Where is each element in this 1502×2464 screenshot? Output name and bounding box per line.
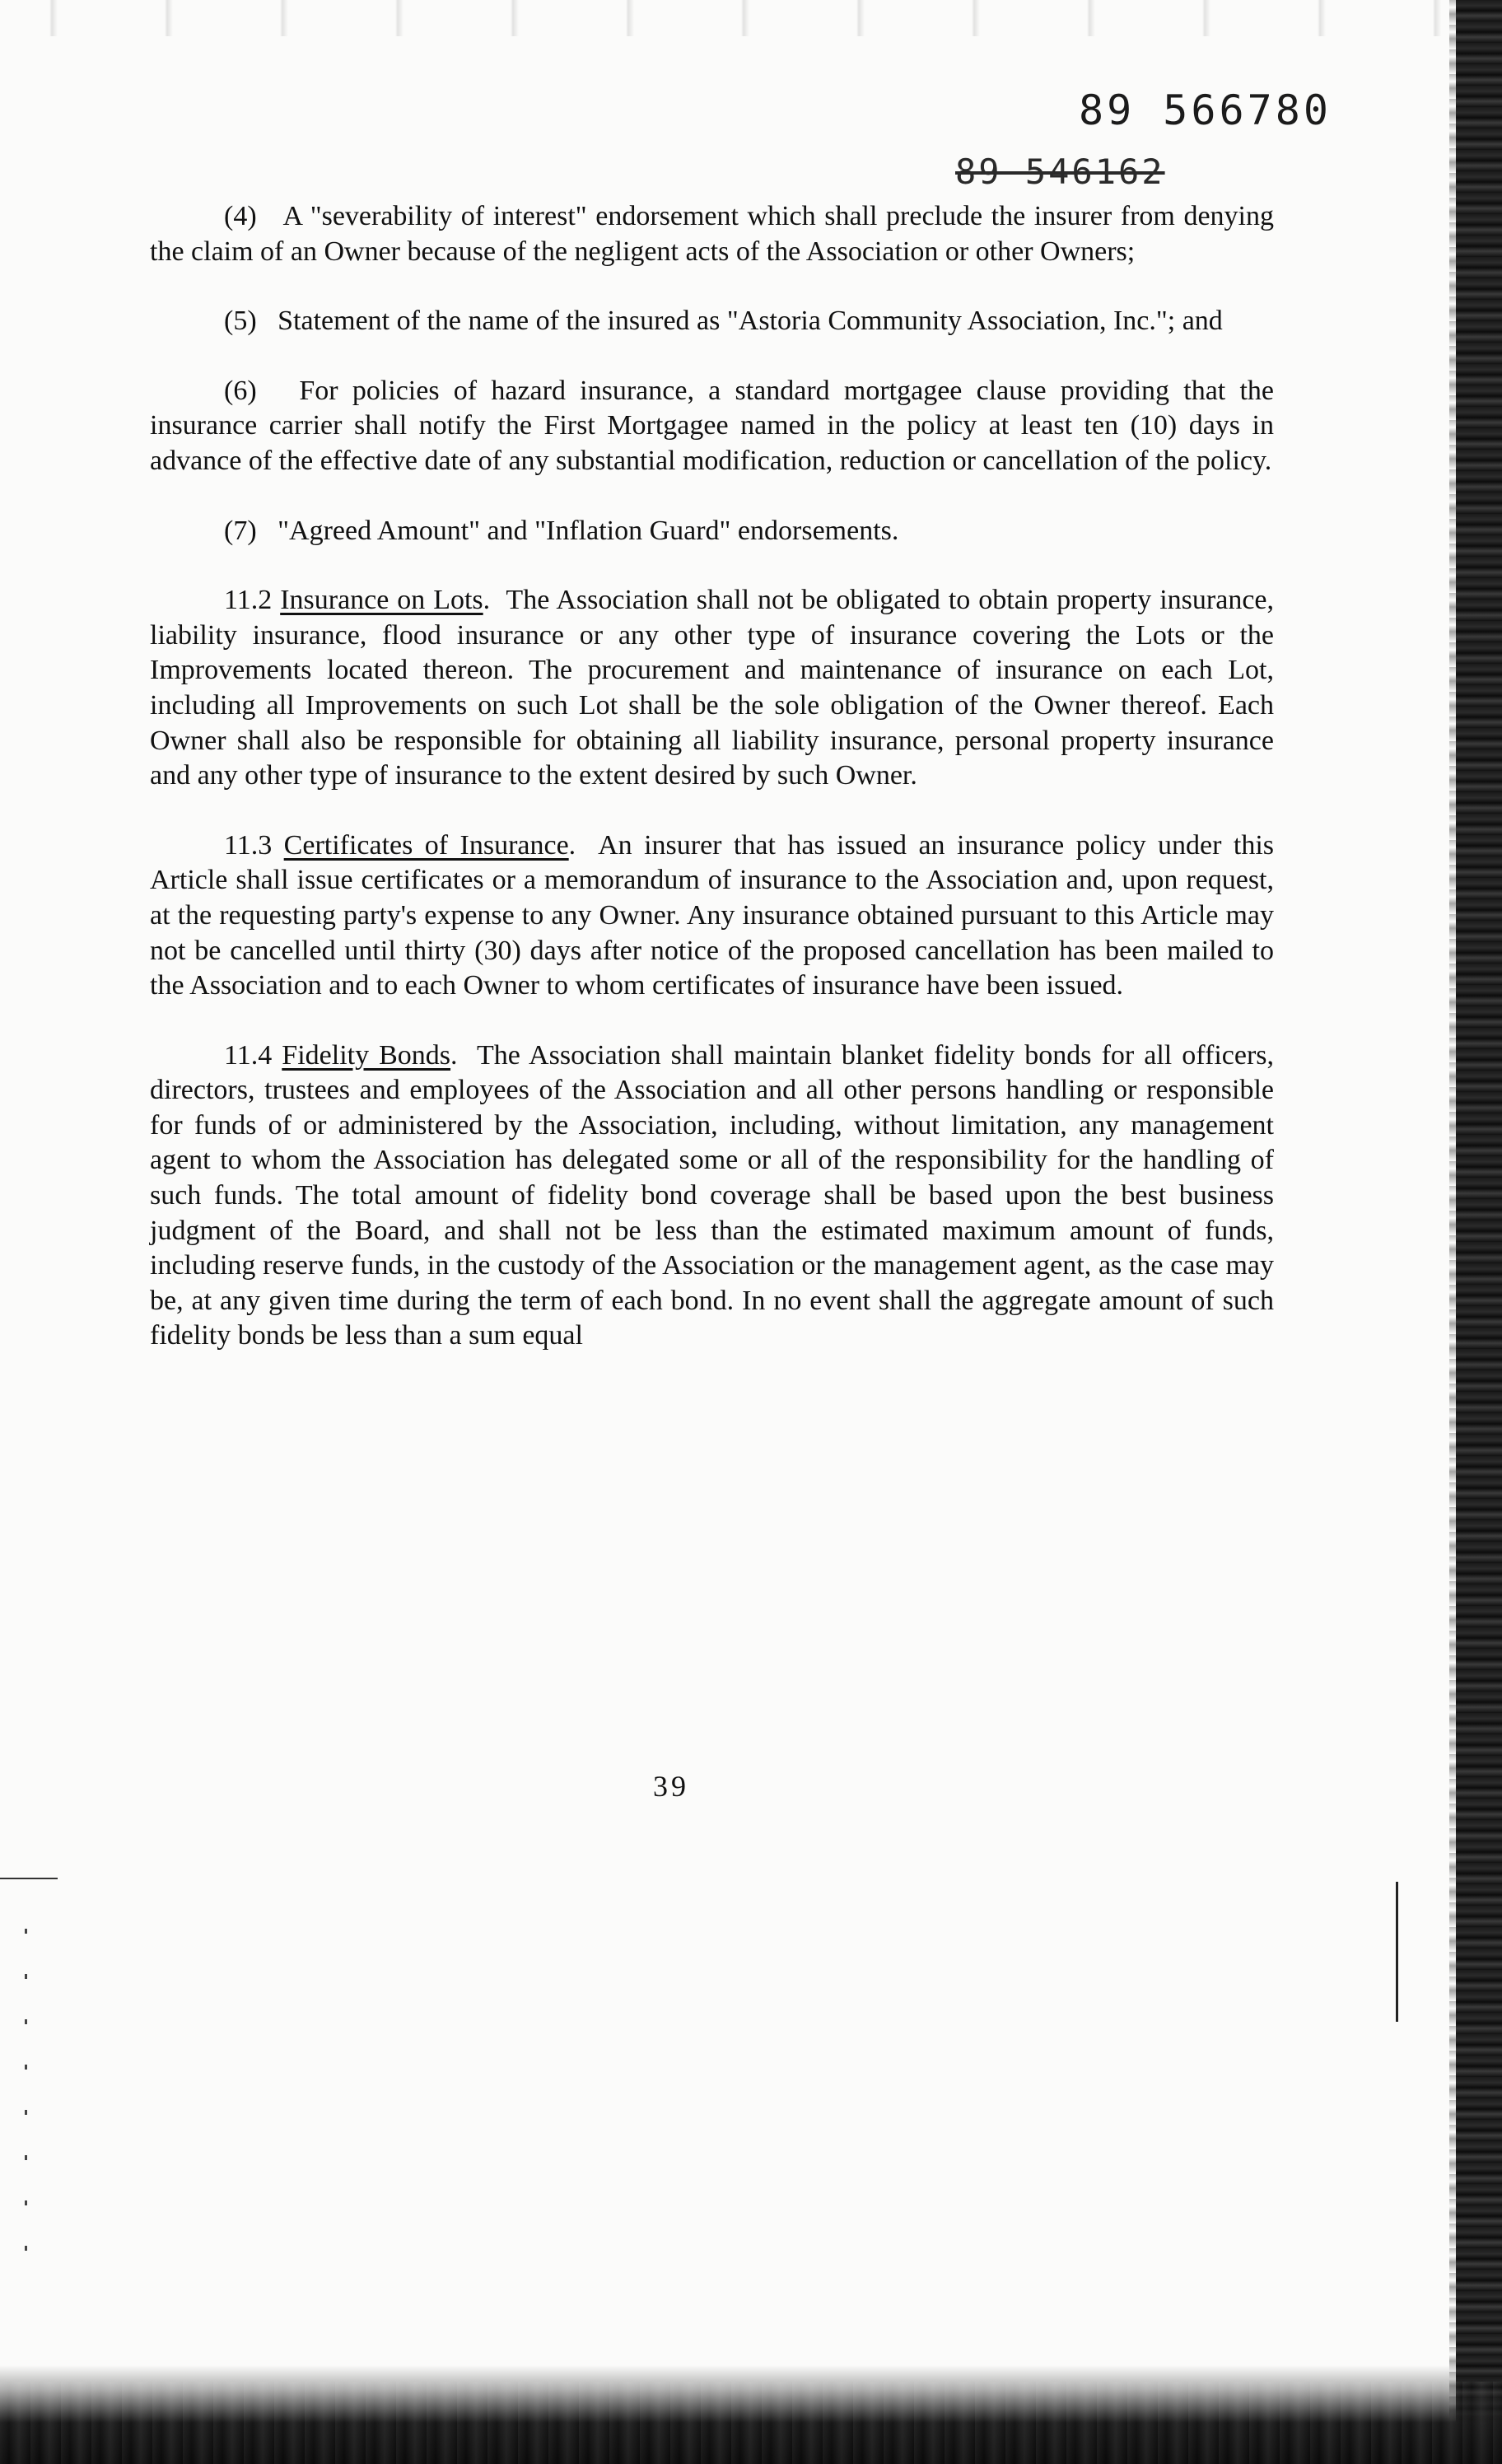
item-number: (7) bbox=[224, 515, 257, 546]
section-number: 11.4 bbox=[224, 1039, 273, 1071]
item-number: (4) bbox=[224, 201, 257, 231]
scan-noise-top bbox=[0, 0, 1502, 36]
margin-mark-right bbox=[1396, 1882, 1398, 2022]
document-number: 89 566780 bbox=[1079, 86, 1332, 134]
section-11-3: 11.3 Certificates of Insurance. An insurer that has issued an insurance policy under this Article shall issue certificates or a memorandum of insurance to the Association and, upon request, at the requesting party's expense to any Owner. Any insurance obtained pursuant to this Article may not be cancelled until thirty (30) days after notice of the proposed cancellation has been mailed to the Association and to each Owner to whom certificates of insurance have been issued. bbox=[150, 829, 1274, 1001]
margin-marks-left bbox=[0, 1878, 58, 2308]
item-5 bbox=[150, 304, 1274, 339]
section-text: The Association shall maintain blanket fidelity bonds for all officers, directors, trustees and employees of the Association and all other persons handling or responsible for funds of or administered by the Association, including, without limitation, any management agent to whom the Association has delegated some or all of the responsibility for the handling of such funds. The total amount of fidelity bond coverage shall be based upon the best business judgment of the Board, and shall not be less than the estimated maximum amount of funds, including reserve funds, in the custody of the Association or the management agent, as the case may be, at any given time during the term of each bond. In no event shall the aggregate amount of such fidelity bonds be less than a sum equal bbox=[150, 1039, 1274, 1351]
section-11-2: 11.2 Insurance on Lots. The Association shall not be obligated to obtain property insurance, liability insurance, flood insurance or any other type of insurance covering the Lots or the Improvements located thereon. The procurement and maintenance of insurance on each Lot, including all Improvements on such Lot shall be the sole obligation of the Owner thereof. Each Owner shall also be responsible for obtaining all liability insurance, personal property insurance and any other type of insurance to the extent desired by such Owner. bbox=[150, 585, 1274, 791]
section-number: 11.2 bbox=[224, 585, 273, 616]
item-7 bbox=[150, 514, 1274, 549]
item-text: Statement of the name of the insured as "Astoria Community Association, Inc."; and bbox=[278, 306, 1223, 337]
struck-document-number: 89 546162 bbox=[955, 152, 1165, 192]
section-number: 11.3 bbox=[224, 829, 273, 861]
section-11-4: 11.4 Fidelity Bonds. The Association shall maintain blanket fidelity bonds for all officers, directors, trustees and employees of the Association and all other persons handling or responsible for funds of or administered by the Association, including, without limitation, any management agent to whom the Association has delegated some or all of the responsibility for the handling of such funds. The total amount of fidelity bond coverage shall be based upon the best business judgment of the Board, and shall not be less than the estimated maximum amount of funds, including reserve funds, in the custody of the Association or the management agent, as the case may be, at any given time during the term of each bond. In no event shall the aggregate amount of such fidelity bonds be less than a sum equal bbox=[150, 1039, 1274, 1351]
item-text: A "severability of interest" endorsement which shall preclude the insurer from denying the claim of an Owner because of the negligent acts of the Association or other Owners; bbox=[150, 201, 1275, 267]
scan-edge-right bbox=[1456, 0, 1502, 2464]
item-text: For policies of hazard insurance, a standard mortgagee clause providing that the insurance carrier shall notify the First Mortgagee named in the policy at least ten (10) days in advance of the effective date of any substantial modification, reduction or cancellation of the policy. bbox=[150, 375, 1275, 476]
section-heading: Certificates of Insurance bbox=[283, 829, 569, 861]
item-number: (6) bbox=[224, 375, 257, 406]
scan-edge-bottom bbox=[0, 2365, 1502, 2464]
item-6 bbox=[150, 374, 1274, 479]
item-4 bbox=[150, 199, 1274, 269]
item-number: (5) bbox=[224, 306, 257, 337]
document-body bbox=[150, 199, 1274, 1354]
section-text: An insurer that has issued an insurance policy under this Article shall issue certificates or a memorandum of insurance to the Association and, upon request, at the requesting party's expense to any Owner. Any insurance obtained pursuant to this Article may not be cancelled until thirty (30) days after notice of the proposed cancellation has been mailed to the Association and to each Owner to whom certificates of insurance have been issued. bbox=[150, 829, 1274, 1001]
page-number: 39 bbox=[653, 1770, 689, 1803]
item-text: "Agreed Amount" and "Inflation Guard" endorsements. bbox=[278, 515, 899, 546]
section-text: The Association shall not be obligated to obtain property insurance, liability insurance, flood insurance or any other type of insurance covering the Lots or the Improvements located thereon. The procurement and maintenance of insurance on each Lot, including all Improvements on such Lot shall be the sole obligation of the Owner thereof. Each Owner shall also be responsible for obtaining all liability insurance, personal property insurance and any other type of insurance to the extent desired by such Owner. bbox=[150, 585, 1274, 791]
section-heading: Fidelity Bonds bbox=[282, 1039, 451, 1071]
section-heading: Insurance on Lots bbox=[280, 585, 483, 616]
